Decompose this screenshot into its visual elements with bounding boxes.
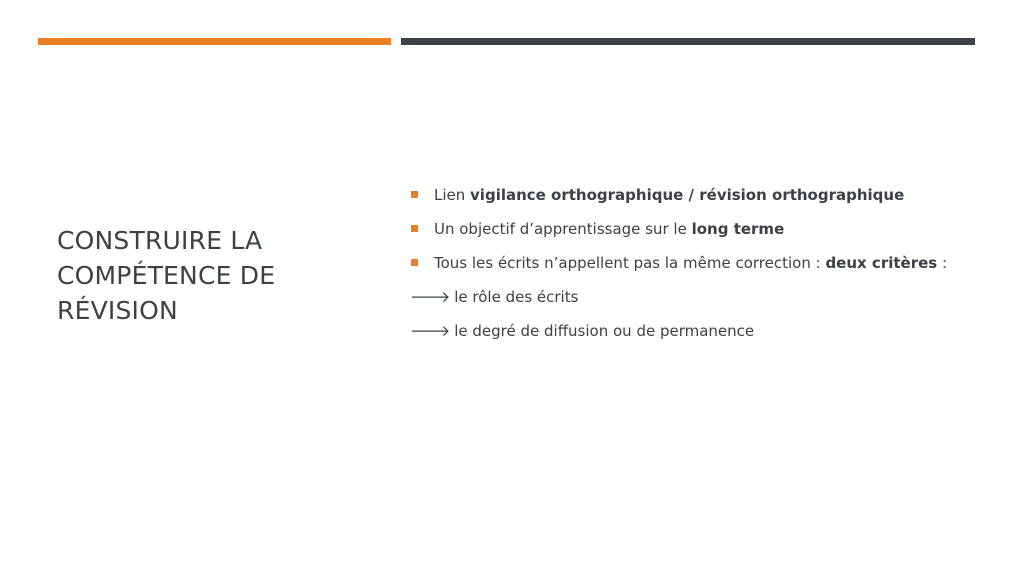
slide-title-line-2: COMPÉTENCE DE [57,261,276,290]
bullet-3-text: Tous les écrits n’appellent pas la même correction : [434,254,826,272]
bullet-item-2 [410,218,950,241]
bullet-1-text: Lien [434,186,471,204]
right-arrow-icon: 🡒 [410,288,451,306]
slide-title [57,223,357,328]
slide-title-line-3: RÉVISION [57,296,178,325]
arrow-item-2-text: le degré de diffusion ou de permanence [454,322,755,340]
accent-bar-dark [401,38,975,45]
bullet-2-text: Un objectif d’apprentissage sur le [434,220,692,238]
square-bullet-icon [411,225,418,232]
square-bullet-icon [411,191,418,198]
arrow-item-1 [410,286,950,309]
arrow-item-2 [410,320,950,343]
bullet-item-3 [410,252,950,275]
bullet-item-1 [410,184,950,207]
bullet-3-after: : [937,254,948,272]
bullet-2-bold: long terme [691,220,785,238]
bullet-1-bold: vigilance orthographique / révision orthographique [470,186,905,204]
arrow-item-1-text: le rôle des écrits [454,288,579,306]
slide-content [410,184,950,354]
bullet-3-bold: deux critères [825,254,938,272]
slide-title-line-1: CONSTRUIRE LA [57,226,263,255]
accent-bar-orange [38,38,391,45]
square-bullet-icon [411,259,418,266]
right-arrow-icon: 🡒 [410,322,451,340]
